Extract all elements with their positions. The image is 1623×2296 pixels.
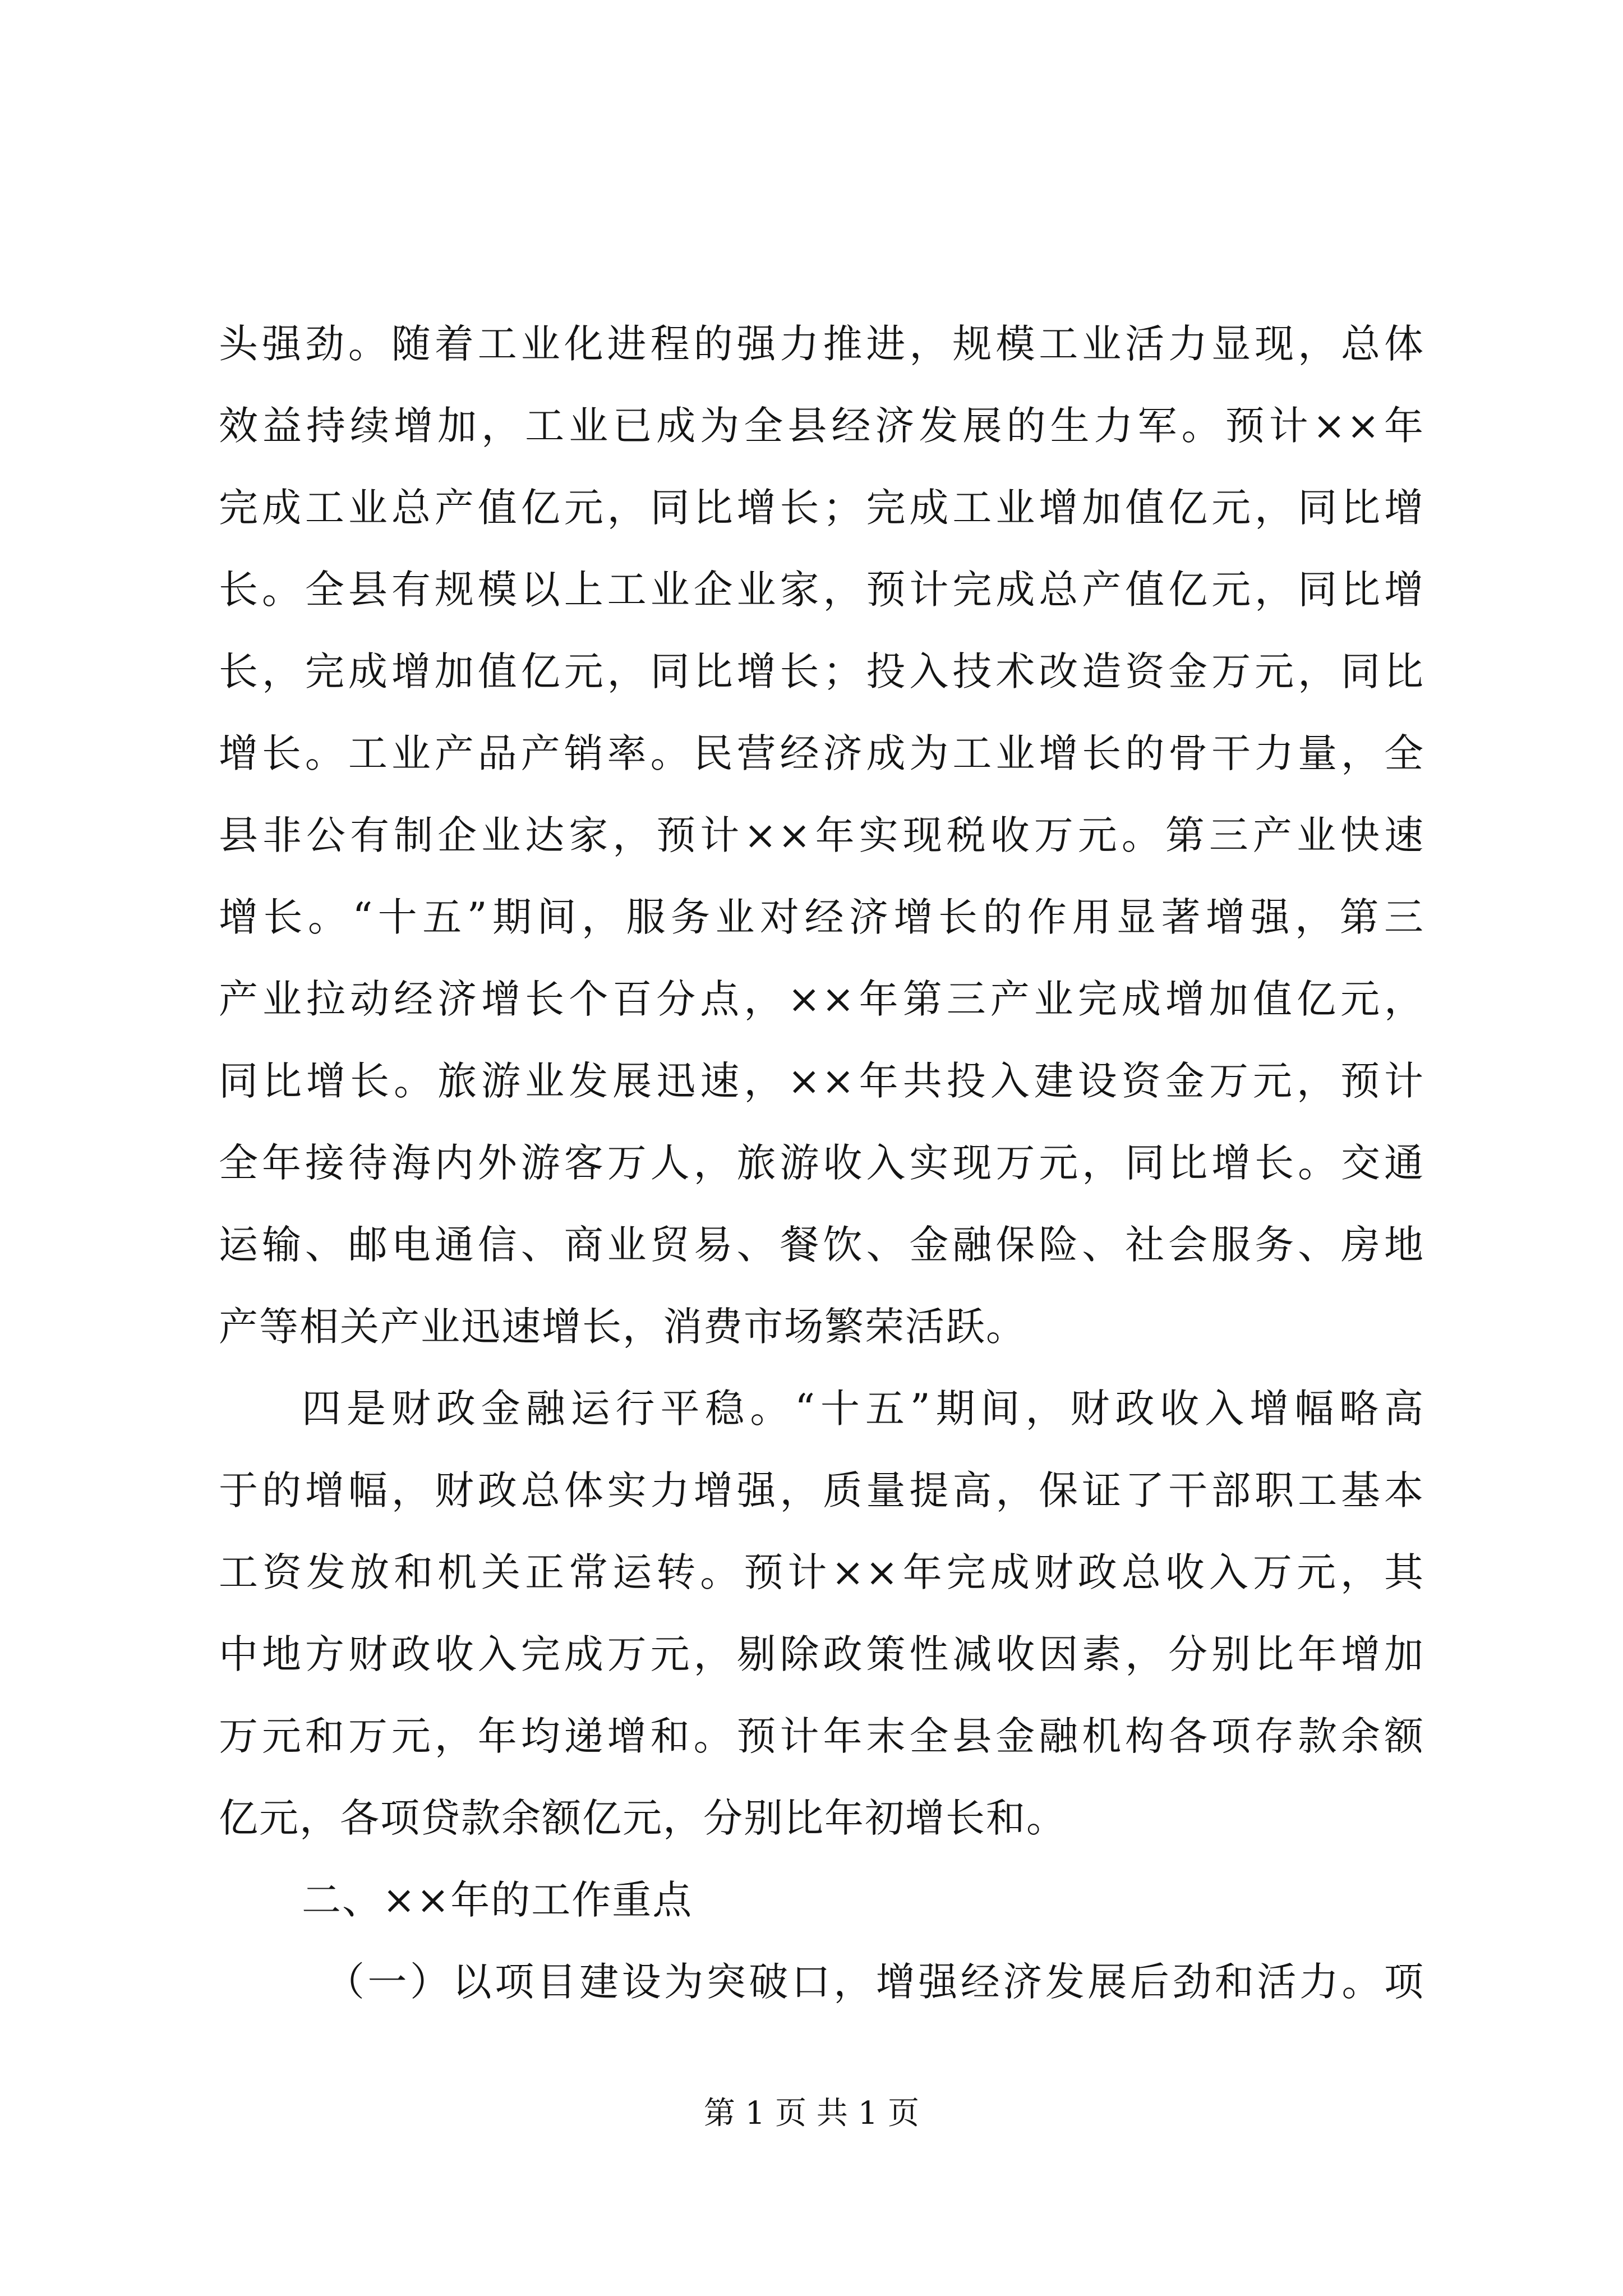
- text-line: 完成工业总产值亿元，同比增长；完成工业增加值亿元，同比增: [219, 485, 1424, 531]
- page-number-label: 第 1 页 共 1 页: [703, 2095, 920, 2132]
- text-line: 于的增幅，财政总体实力增强，质量提高，保证了干部职工基本: [219, 1467, 1424, 1513]
- document-body: [219, 303, 1424, 2023]
- text-line: 长。全县有规模以上工业企业家，预计完成总产值亿元，同比增: [219, 567, 1424, 613]
- text-line: 工资发放和机关正常运转。预计××年完成财政总收入万元，其: [219, 1549, 1424, 1595]
- text-line: 县非公有制企业达家，预计××年实现税收万元。第三产业快速: [219, 812, 1424, 858]
- text-line: 增长。“十五”期间，服务业对经济增长的作用显著增强，第三: [219, 894, 1424, 940]
- text-line: 同比增长。旅游业发展迅速，××年共投入建设资金万元，预计: [219, 1058, 1424, 1104]
- text-line: 产业拉动经济增长个百分点，××年第三产业完成增加值亿元，: [219, 976, 1424, 1022]
- page-footer: [0, 2091, 1623, 2136]
- subsection-heading: （一）以项目建设为突破口，增强经济发展后劲和活力。项: [325, 1959, 1424, 2005]
- text-line: 长，完成增加值亿元，同比增长；投入技术改造资金万元，同比: [219, 648, 1424, 694]
- section-heading: 二、××年的工作重点: [302, 1877, 693, 1923]
- text-line: 亿元，各项贷款余额亿元，分别比年初增长和。: [219, 1795, 1067, 1841]
- text-line: 头强劲。随着工业化进程的强力推进，规模工业活力显现，总体: [219, 321, 1424, 367]
- text-line: 万元和万元，年均递增和。预计年末全县金融机构各项存款余额: [219, 1713, 1424, 1759]
- text-line: 产等相关产业迅速增长，消费市场繁荣活跃。: [219, 1304, 1026, 1350]
- paragraph-first-line: 四是财政金融运行平稳。“十五”期间，财政收入增幅略高: [302, 1386, 1424, 1432]
- text-line: 增长。工业产品产销率。民营经济成为工业增长的骨干力量，全: [219, 730, 1424, 776]
- text-line: 中地方财政收入完成万元，剔除政策性减收因素，分别比年增加: [219, 1631, 1424, 1677]
- text-line: 全年接待海内外游客万人，旅游收入实现万元，同比增长。交通: [219, 1140, 1424, 1186]
- text-line: 效益持续增加，工业已成为全县经济发展的生力军。预计××年: [219, 403, 1424, 449]
- text-line: 运输、邮电通信、商业贸易、餐饮、金融保险、社会服务、房地: [219, 1222, 1424, 1268]
